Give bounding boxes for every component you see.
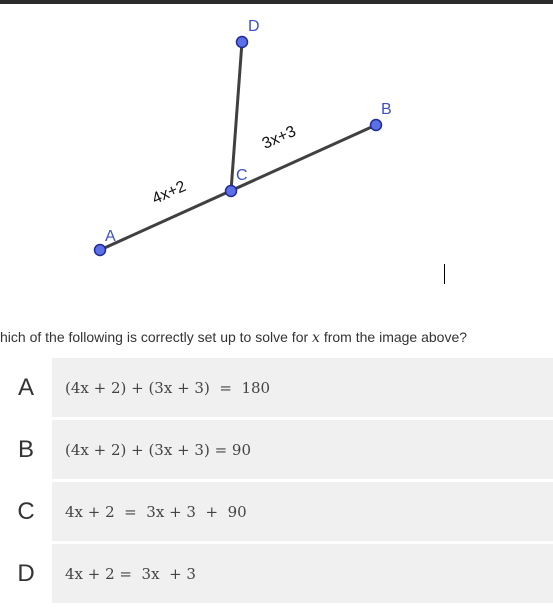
point-label-A: A [105,228,116,245]
question-variable: x [312,330,320,346]
answer-options [0,358,553,606]
segment-label-AC: 4x+2 [149,177,189,208]
segment-label-CB: 3x+3 [259,122,299,153]
point-A[interactable] [95,245,106,256]
option-expression: 4x + 2 = 3x + 3 + 90 [52,482,553,541]
text-cursor [444,264,445,284]
option-d[interactable] [0,544,553,603]
point-label-D: D [248,18,260,35]
option-letter: D [0,544,52,603]
question-text [0,329,553,346]
geometry-canvas [0,4,553,310]
point-label-C: C [236,167,248,184]
question-prefix: hich of the following is correctly set up to solve for [0,329,313,345]
option-c[interactable] [0,482,553,541]
option-b[interactable] [0,420,553,479]
point-D[interactable] [237,37,248,48]
option-expression: (4x + 2) + (3x + 3) = 180 [52,358,553,417]
geometry-figure [0,4,553,310]
segment-AB [100,122,376,250]
option-letter: C [0,482,52,541]
question-suffix: from the image above? [319,329,468,345]
point-label-B: B [381,101,392,118]
option-letter: B [0,420,52,479]
point-B[interactable] [371,120,382,131]
option-expression: (4x + 2) + (3x + 3) = 90 [52,420,553,479]
option-expression: 4x + 2 = 3x + 3 [52,544,553,603]
option-letter: A [0,358,52,417]
point-C[interactable] [226,186,237,197]
option-a[interactable] [0,358,553,417]
